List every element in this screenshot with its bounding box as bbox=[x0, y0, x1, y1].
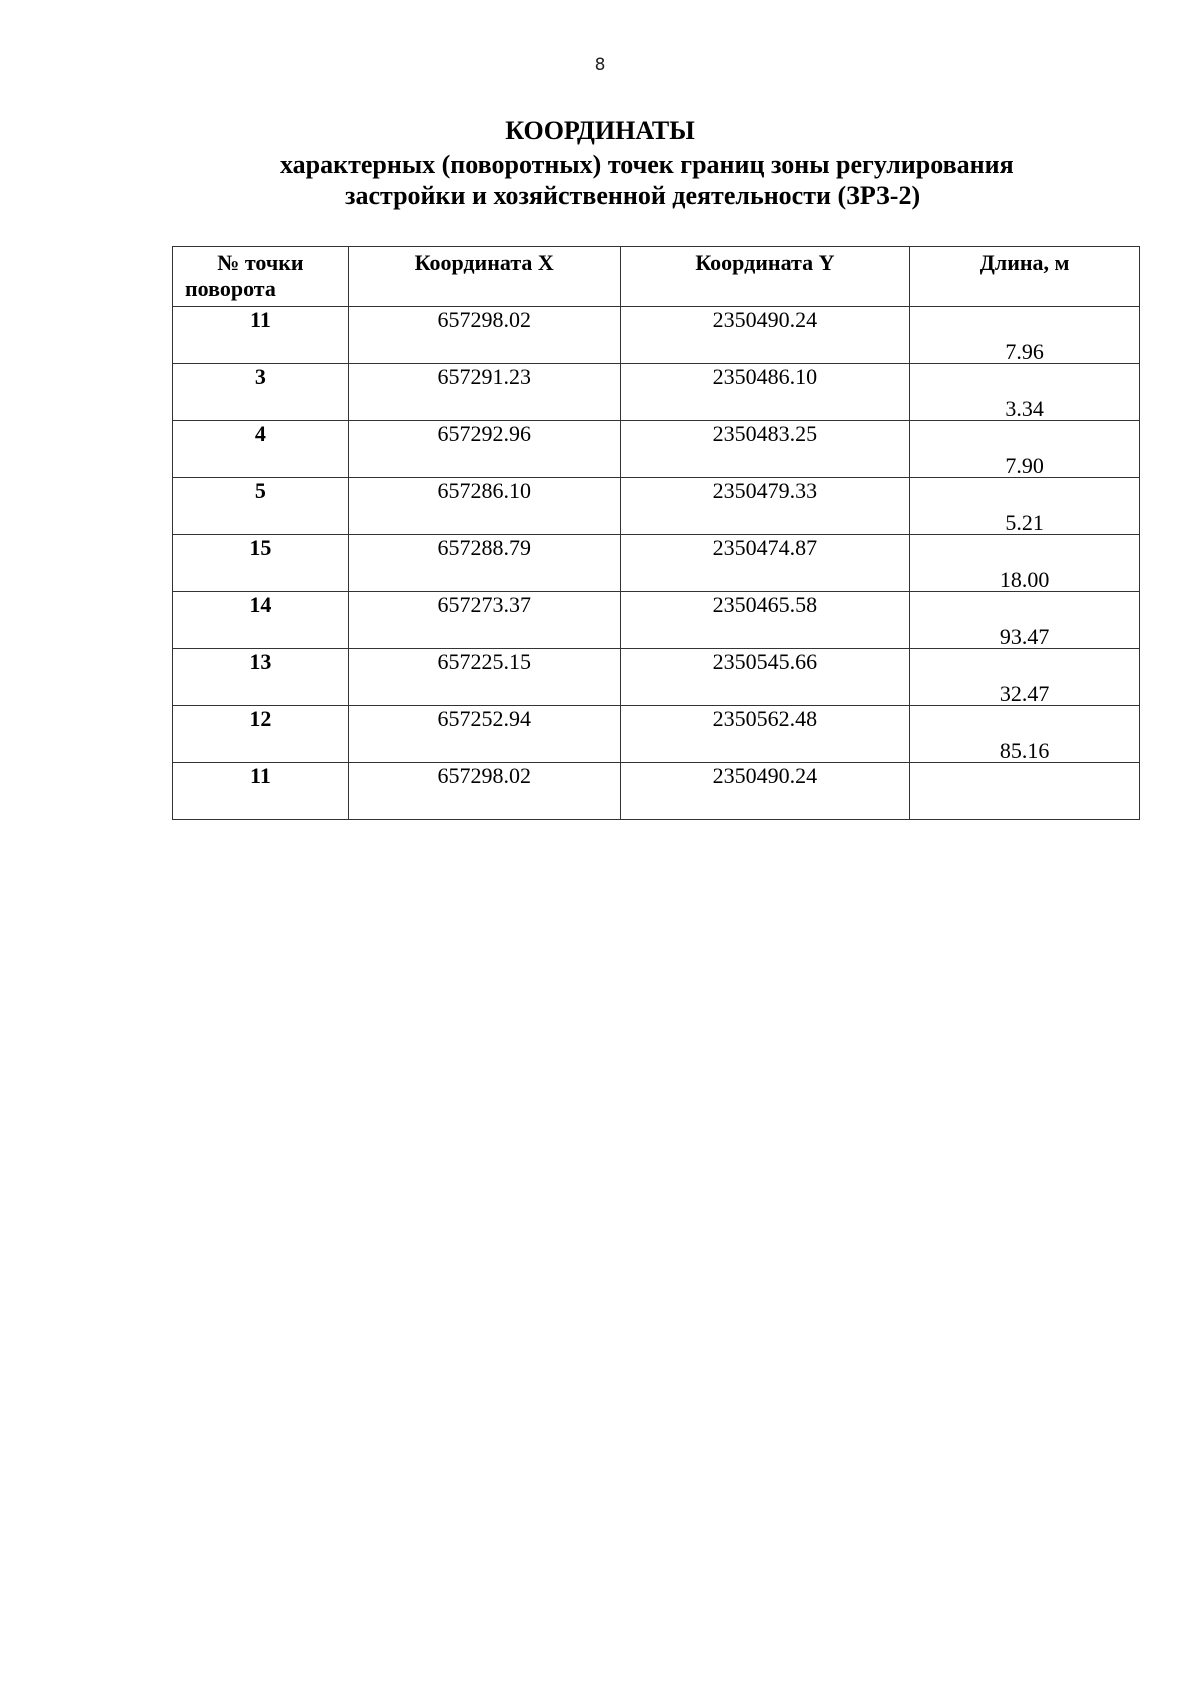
length-value: 3.34 bbox=[1005, 396, 1044, 421]
point-number-cell: 3 bbox=[173, 364, 349, 421]
coordinate-x-cell: 657298.02 bbox=[348, 307, 620, 364]
length-value: 5.21 bbox=[1005, 510, 1044, 535]
table-row bbox=[173, 478, 1140, 535]
coordinate-y-cell: 2350486.10 bbox=[620, 364, 910, 421]
point-number-cell: 11 bbox=[173, 763, 349, 820]
length-cell bbox=[910, 535, 1140, 592]
column-header-point bbox=[173, 247, 349, 307]
length-value: 18.00 bbox=[999, 567, 1050, 592]
coordinate-y-cell: 2350490.24 bbox=[620, 763, 910, 820]
document-title: КООРДИНАТЫ bbox=[505, 116, 695, 145]
point-number-cell: 5 bbox=[173, 478, 349, 535]
coordinate-y-cell: 2350479.33 bbox=[620, 478, 910, 535]
coordinate-x-cell: 657291.23 bbox=[348, 364, 620, 421]
length-value: 93.47 bbox=[999, 624, 1050, 649]
point-number-cell: 15 bbox=[173, 535, 349, 592]
length-cell bbox=[910, 307, 1140, 364]
table-row bbox=[173, 421, 1140, 478]
length-value: 85.16 bbox=[999, 738, 1050, 763]
point-number-cell: 11 bbox=[173, 307, 349, 364]
page-number: 8 bbox=[594, 55, 606, 75]
coordinate-x-cell: 657286.10 bbox=[348, 478, 620, 535]
length-cell bbox=[910, 478, 1140, 535]
column-header-point-line-2: поворота bbox=[185, 276, 276, 301]
coordinate-x-cell: 657292.96 bbox=[348, 421, 620, 478]
coordinate-x-cell: 657298.02 bbox=[348, 763, 620, 820]
coordinate-y-cell: 2350490.24 bbox=[620, 307, 910, 364]
table-row bbox=[173, 535, 1140, 592]
table-row bbox=[173, 763, 1140, 820]
column-header-y: Координата Y bbox=[620, 247, 910, 307]
length-cell bbox=[910, 592, 1140, 649]
coordinate-x-cell: 657273.37 bbox=[348, 592, 620, 649]
table-header-row bbox=[173, 247, 1140, 307]
length-value: 32.47 bbox=[999, 681, 1050, 706]
coordinates-table bbox=[172, 246, 1140, 820]
table-row bbox=[173, 592, 1140, 649]
table-row bbox=[173, 649, 1140, 706]
coordinate-x-cell: 657288.79 bbox=[348, 535, 620, 592]
coordinate-x-cell: 657225.15 bbox=[348, 649, 620, 706]
coordinate-y-cell: 2350562.48 bbox=[620, 706, 910, 763]
table-row bbox=[173, 364, 1140, 421]
length-value: 7.96 bbox=[1005, 339, 1044, 364]
table-row bbox=[173, 706, 1140, 763]
length-cell bbox=[910, 763, 1140, 820]
coordinate-y-cell: 2350474.87 bbox=[620, 535, 910, 592]
coordinate-y-cell: 2350483.25 bbox=[620, 421, 910, 478]
point-number-cell: 4 bbox=[173, 421, 349, 478]
coordinate-x-cell: 657252.94 bbox=[348, 706, 620, 763]
length-cell bbox=[910, 649, 1140, 706]
length-cell bbox=[910, 364, 1140, 421]
column-header-point-line-1: № точки bbox=[217, 250, 304, 275]
column-header-length: Длина, м bbox=[910, 247, 1140, 307]
point-number-cell: 14 bbox=[173, 592, 349, 649]
document-subtitle-line-1: характерных (поворотных) точек границ зоны регулирования bbox=[280, 150, 1014, 179]
length-value: 7.90 bbox=[1005, 453, 1044, 478]
length-cell bbox=[910, 421, 1140, 478]
coordinate-y-cell: 2350545.66 bbox=[620, 649, 910, 706]
point-number-cell: 12 bbox=[173, 706, 349, 763]
column-header-x: Координата X bbox=[348, 247, 620, 307]
table-row bbox=[173, 307, 1140, 364]
coordinate-y-cell: 2350465.58 bbox=[620, 592, 910, 649]
point-number-cell: 13 bbox=[173, 649, 349, 706]
document-subtitle-line-2: застройки и хозяйственной деятельности (ЗРЗ-2) bbox=[345, 181, 921, 210]
length-cell bbox=[910, 706, 1140, 763]
